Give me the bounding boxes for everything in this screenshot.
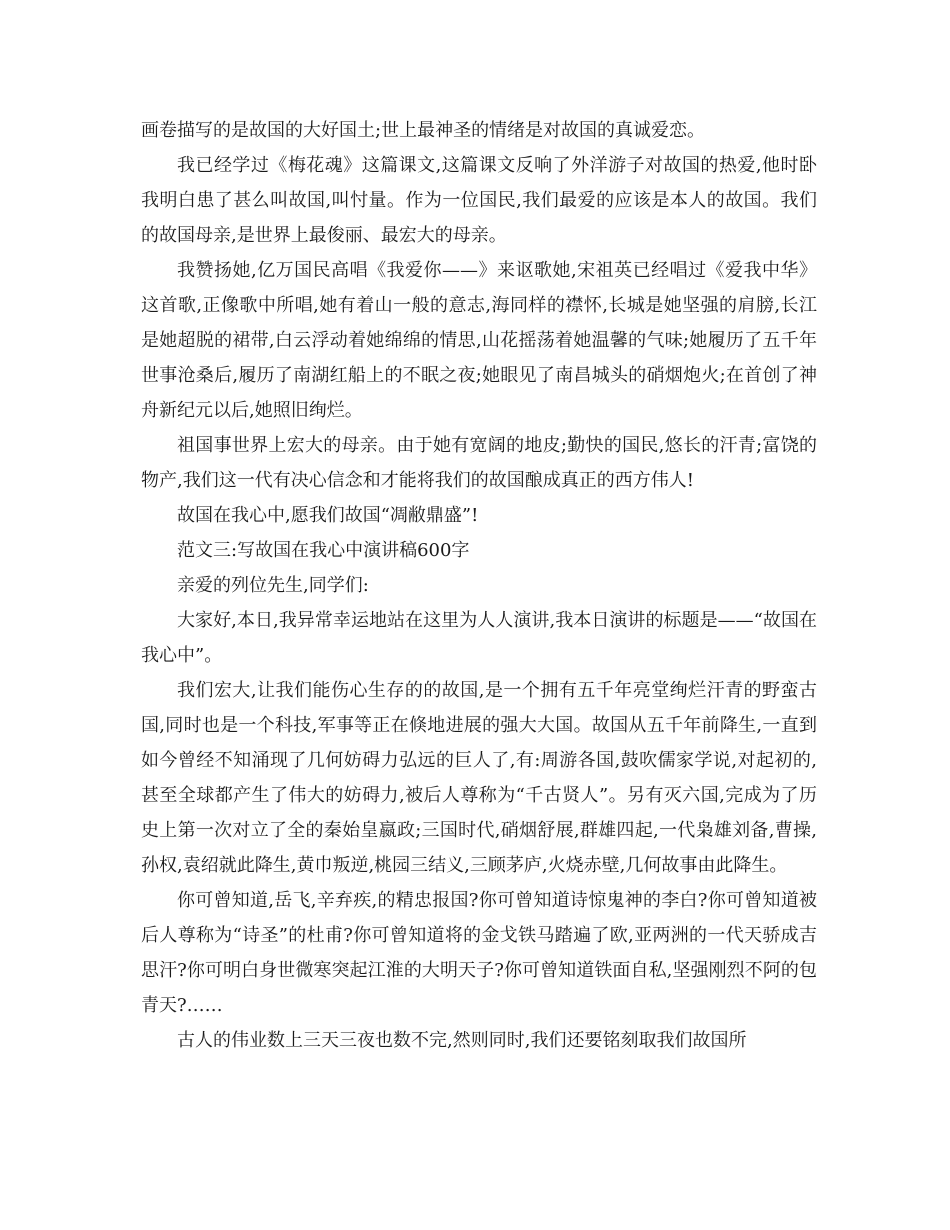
document-body	[141, 113, 817, 1058]
section-heading: 范文三:写故国在我心中演讲稿600字	[177, 540, 470, 561]
salutation: 亲爱的列位先生,同学们:	[177, 575, 369, 596]
paragraph: 故国在我心中,愿我们故国“凋敝鼎盛”!	[177, 505, 479, 526]
paragraph: 你可曾知道,岳飞,辛弃疾,的精忠报国?你可曾知道诗惊鬼神的李白?你可曾知道被后人尊称为“诗圣”的杜甫?你可曾知道将的金戈铁马踏遍了欧,亚两洲的一代天骄成吉思汗?你可明白身世微寒突起江淮的大明天子?你可曾知道铁面自私,坚强刚烈不阿的包青天?……	[141, 890, 817, 1016]
paragraph: 我们宏大,让我们能伤心生存的的故国,是一个拥有五千年亮堂绚烂汗青的野蛮古国,同时也是一个科技,军事等正在倏地进展的强大大国。故国从五千年前降生,一直到如今曾经不知涌现了几何妨碍力弘远的巨人了,有:周游各国,鼓吹儒家学说,对起初的,甚至全球都产生了伟大的妨碍力,被后人尊称为“千古贤人”。另有灭六国,完成为了历史上第一次对立了全的秦始皇嬴政;三国时代,硝烟舒展,群雄四起,一代枭雄刘备,曹操,孙权,袁绍就此降生,黄巾叛逆,桃园三结义,三顾茅庐,火烧赤壁,几何故事由此降生。	[141, 680, 817, 876]
paragraph: 我已经学过《梅花魂》这篇课文,这篇课文反响了外洋游子对故国的热爱,他时卧我明白患了甚么叫故国,叫忖量。作为一位国民,我们最爱的应该是本人的故国。我们的故国母亲,是世界上最俊丽、最宏大的母亲。	[141, 155, 817, 246]
paragraph: 大家好,本日,我异常幸运地站在这里为人人演讲,我本日演讲的标题是——“故国在我心中”。	[141, 610, 817, 666]
paragraph: 我赞扬她,亿万国民高唱《我爱你——》来讴歌她,宋祖英已经唱过《爱我中华》这首歌,正像歌中所唱,她有着山一般的意志,海同样的襟怀,长城是她坚强的肩膀,长江是她超脱的裙带,白云浮动着她绵绵的情思,山花摇荡着她温馨的气味;她履历了五千年世事沧桑后,履历了南湖红船上的不眠之夜;她眼见了南昌城头的硝烟炮火;在首创了神舟新纪元以后,她照旧绚烂。	[141, 260, 817, 421]
paragraph-continued: 画卷描写的是故国的大好国土;世上最神圣的情绪是对故国的真诚爱恋。	[141, 120, 706, 141]
paragraph: 祖国事世界上宏大的母亲。由于她有宽阔的地皮;勤快的国民,悠长的汗青;富饶的物产,我们这一代有决心信念和才能将我们的故国酿成真正的西方伟人!	[141, 435, 817, 491]
paragraph-cut-off: 古人的伟业数上三天三夜也数不完,然则同时,我们还要铭刻取我们故国所	[177, 1030, 747, 1051]
